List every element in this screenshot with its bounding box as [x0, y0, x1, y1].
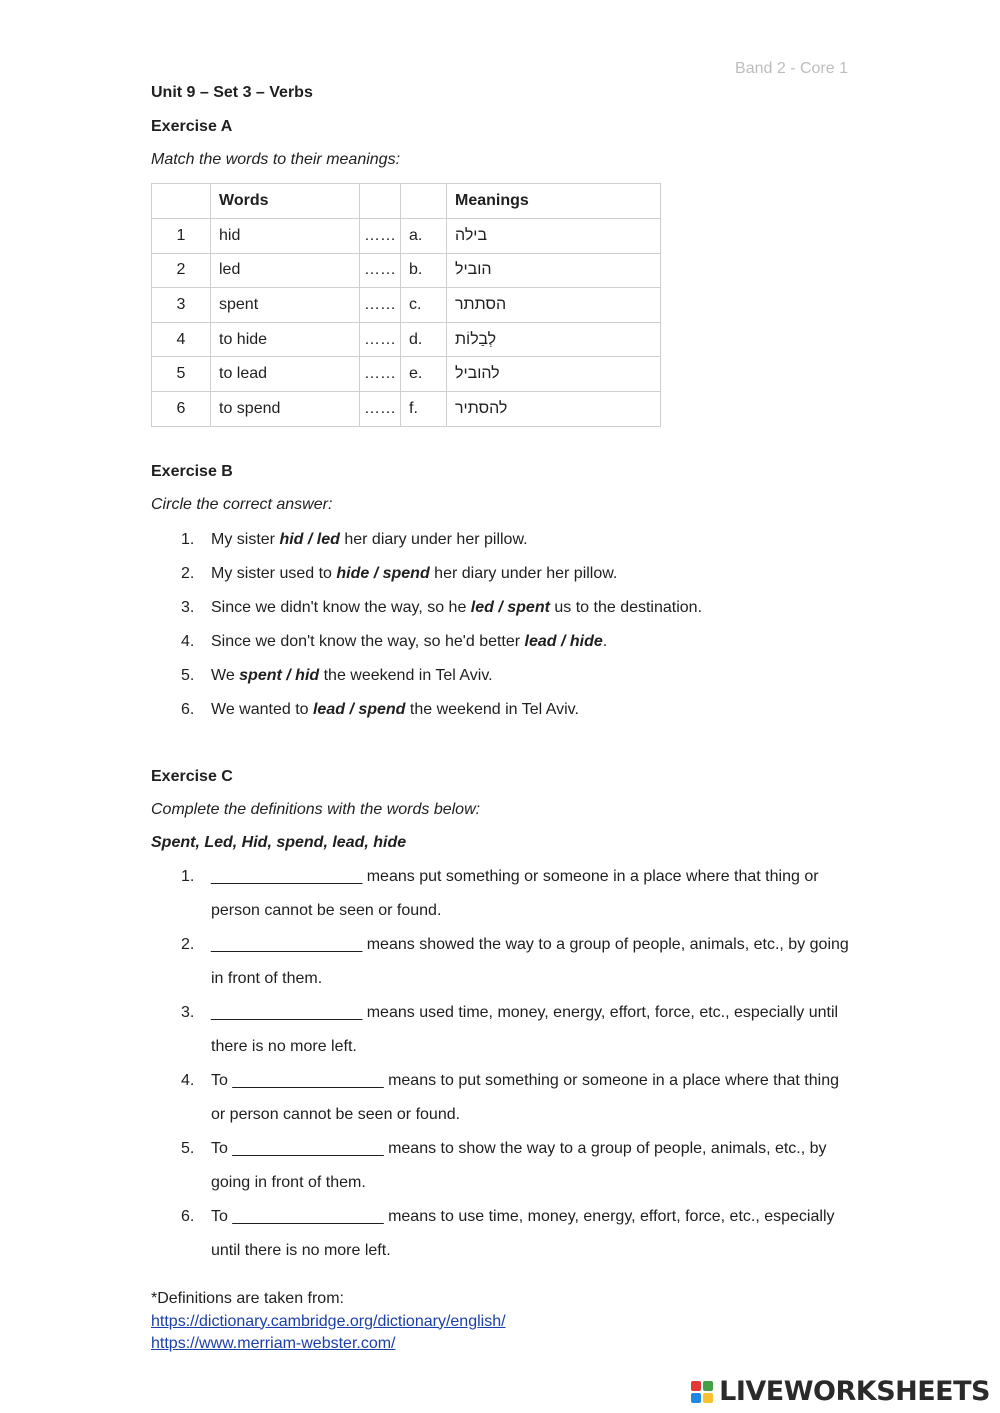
item-number: 4. — [181, 1072, 195, 1089]
row-number: 5 — [152, 357, 211, 392]
row-number: 4 — [152, 322, 211, 357]
item-pre: Since we don't know the way, so he'd better — [211, 633, 525, 650]
item-pre: We wanted to — [211, 701, 313, 718]
table-header-row — [152, 184, 661, 219]
item-pre: My sister used to — [211, 565, 337, 582]
list-item — [151, 1132, 851, 1200]
row-word: led — [211, 253, 360, 288]
item-text — [211, 530, 851, 564]
logo-square-green — [703, 1381, 713, 1391]
table-row — [152, 253, 661, 288]
answer-blank[interactable]: …… — [360, 253, 401, 288]
item-pre: My sister — [211, 531, 280, 548]
row-meaning: בילה — [447, 219, 661, 254]
item-pre: Since we didn't know the way, so he — [211, 599, 471, 616]
logo-square-blue — [691, 1393, 701, 1403]
list-item — [151, 666, 851, 700]
exercise-a-heading: Exercise A — [151, 118, 233, 135]
exercise-a-instruction: Match the words to their meanings: — [151, 151, 401, 168]
header-cell-blank — [401, 184, 447, 219]
item-post: . — [602, 633, 608, 650]
logo-text: LIVEWORKSHEETS — [719, 1376, 990, 1407]
row-meaning: להסתיר — [447, 391, 661, 426]
item-post: us to the destination. — [549, 599, 703, 616]
item-number: 5. — [181, 667, 195, 684]
answer-choice[interactable]: spent / hid — [239, 667, 320, 684]
exercise-b-list — [151, 530, 851, 734]
table-row — [152, 357, 661, 392]
page-title: Unit 9 – Set 3 – Verbs — [151, 84, 313, 101]
item-number: 1. — [181, 868, 195, 885]
list-item — [151, 632, 851, 666]
row-word: to lead — [211, 357, 360, 392]
item-text — [211, 564, 851, 598]
answer-choice[interactable]: lead / hide — [524, 633, 603, 650]
exercise-c-instruction: Complete the definitions with the words below: — [151, 801, 481, 818]
header-cell-blank — [152, 184, 211, 219]
row-word: hid — [211, 219, 360, 254]
footnote-label: *Definitions are taken from: — [151, 1290, 344, 1307]
answer-choice[interactable]: hide / spend — [336, 565, 430, 582]
exercise-b-heading: Exercise B — [151, 463, 233, 480]
list-item — [151, 564, 851, 598]
list-item — [151, 598, 851, 632]
item-post: her diary under her pillow. — [429, 565, 618, 582]
item-number: 2. — [181, 936, 195, 953]
item-post: the weekend in Tel Aviv. — [405, 701, 579, 718]
item-text — [211, 598, 851, 632]
definition-text[interactable]: To _________________ means to use time, money, energy, effort, force, etc., especially until there is no more left. — [211, 1208, 835, 1259]
list-item — [151, 1064, 851, 1132]
row-number: 3 — [152, 288, 211, 323]
row-number: 1 — [152, 219, 211, 254]
list-item — [151, 860, 851, 928]
item-text — [211, 700, 851, 734]
item-text — [211, 666, 851, 700]
answer-choice[interactable]: led / spent — [470, 599, 550, 616]
header-words: Words — [211, 184, 360, 219]
item-number: 5. — [181, 1140, 195, 1157]
item-number: 1. — [181, 531, 195, 548]
item-number: 6. — [181, 1208, 195, 1225]
row-meaning: הוביל — [447, 253, 661, 288]
exercise-c-list — [151, 860, 851, 1268]
footnote — [151, 1288, 506, 1356]
row-letter: d. — [401, 322, 447, 357]
header-meanings: Meanings — [447, 184, 661, 219]
item-number: 3. — [181, 599, 195, 616]
list-item — [151, 996, 851, 1064]
table-row — [152, 391, 661, 426]
answer-choice[interactable]: lead / spend — [312, 701, 406, 718]
row-letter: a. — [401, 219, 447, 254]
table-row — [152, 322, 661, 357]
matching-table — [151, 183, 661, 427]
row-number: 2 — [152, 253, 211, 288]
word-bank: Spent, Led, Hid, spend, lead, hide — [151, 834, 407, 851]
row-word: to spend — [211, 391, 360, 426]
list-item — [151, 700, 851, 734]
answer-blank[interactable]: …… — [360, 219, 401, 254]
answer-blank[interactable]: …… — [360, 357, 401, 392]
list-item — [151, 928, 851, 996]
row-word: to hide — [211, 322, 360, 357]
item-text — [211, 632, 851, 666]
header-cell-blank — [360, 184, 401, 219]
logo-mark-icon — [691, 1381, 713, 1403]
definition-text[interactable]: _________________ means put something or someone in a place where that thing or person cannot be seen or found. — [211, 868, 819, 919]
item-number: 3. — [181, 1004, 195, 1021]
row-meaning: הסתתר — [447, 288, 661, 323]
exercise-c-heading: Exercise C — [151, 768, 233, 785]
row-meaning: להוביל — [447, 357, 661, 392]
answer-blank[interactable]: …… — [360, 391, 401, 426]
definition-text[interactable]: To _________________ means to show the way to a group of people, animals, etc., by going in front of them. — [211, 1140, 827, 1191]
answer-choice[interactable]: hid / led — [279, 531, 340, 548]
item-post: her diary under her pillow. — [339, 531, 528, 548]
answer-blank[interactable]: …… — [360, 288, 401, 323]
logo-square-yellow — [703, 1393, 713, 1403]
definition-text[interactable]: _________________ means used time, money, energy, effort, force, etc., especially until there is no more left. — [211, 1004, 839, 1055]
row-letter: c. — [401, 288, 447, 323]
row-meaning: לְבַלוֹת — [447, 322, 661, 357]
liveworksheets-logo — [691, 1376, 990, 1407]
definition-text[interactable]: To _________________ means to put something or someone in a place where that thing or person cannot be seen or found. — [211, 1072, 839, 1123]
item-number: 2. — [181, 565, 195, 582]
row-letter: f. — [401, 391, 447, 426]
row-letter: b. — [401, 253, 447, 288]
row-word: spent — [211, 288, 360, 323]
exercise-b-instruction: Circle the correct answer: — [151, 496, 333, 513]
list-item — [151, 1200, 851, 1268]
item-pre: We — [211, 667, 240, 684]
cambridge-link[interactable]: https://dictionary.cambridge.org/dictionary/english/ — [151, 1312, 506, 1330]
table-row — [152, 288, 661, 323]
logo-square-red — [691, 1381, 701, 1391]
row-number: 6 — [152, 391, 211, 426]
item-post: the weekend in Tel Aviv. — [319, 667, 493, 684]
answer-blank[interactable]: …… — [360, 322, 401, 357]
list-item — [151, 530, 851, 564]
table-row — [152, 219, 661, 254]
merriam-webster-link[interactable]: https://www.merriam-webster.com/ — [151, 1335, 396, 1352]
definition-text[interactable]: _________________ means showed the way to a group of people, animals, etc., by going in front of them. — [211, 936, 849, 987]
item-number: 6. — [181, 701, 195, 718]
row-letter: e. — [401, 357, 447, 392]
band-label: Band 2 - Core 1 — [735, 60, 848, 77]
item-number: 4. — [181, 633, 195, 650]
